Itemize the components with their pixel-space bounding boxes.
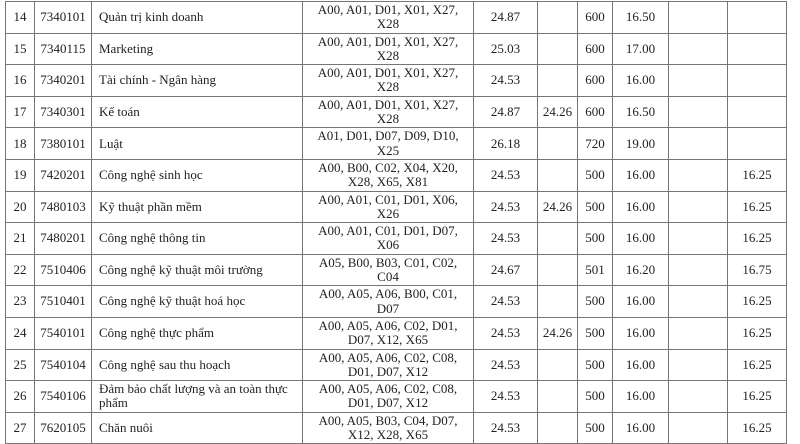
score-secondary-cell: 24.26 [538, 96, 578, 128]
quota-cell: 500 [578, 223, 613, 255]
score-main-cell: 24.87 [474, 96, 538, 128]
subject-combos-cell: A05, B00, B03, C01, C02, C04 [303, 254, 474, 286]
table-row [6, 412, 787, 444]
major-code-cell: 7340201 [35, 65, 92, 97]
subject-combos-cell: A00, A01, D01, X01, X27, X28 [303, 65, 474, 97]
row-number-cell: 14 [6, 2, 35, 34]
quota-cell: 500 [578, 349, 613, 381]
table-row [6, 2, 787, 34]
score-floor-cell: 16.20 [613, 254, 669, 286]
major-code-cell: 7420201 [35, 159, 92, 191]
score-main-cell: 24.53 [474, 286, 538, 318]
score-secondary-cell: 24.26 [538, 317, 578, 349]
score-extra-cell [728, 65, 787, 97]
score-extra-cell: 16.25 [728, 223, 787, 255]
score-floor-cell: 16.00 [613, 317, 669, 349]
score-main-cell: 26.18 [474, 128, 538, 160]
score-secondary-cell [538, 412, 578, 444]
admission-scores-table [5, 1, 787, 444]
score-floor-cell: 17.00 [613, 33, 669, 65]
subject-combos-cell: A00, A01, C01, D01, D07, X06 [303, 223, 474, 255]
score-floor-cell: 16.50 [613, 96, 669, 128]
score-main-cell: 24.53 [474, 223, 538, 255]
major-name-cell: Chăn nuôi [92, 412, 303, 444]
admission-scores-table-wrap [5, 1, 787, 444]
subject-combos-cell: A00, A01, C01, D01, X06, X26 [303, 191, 474, 223]
major-code-cell: 7340101 [35, 2, 92, 34]
score-secondary-cell [538, 381, 578, 413]
blank-cell [669, 381, 728, 413]
quota-cell: 600 [578, 65, 613, 97]
score-secondary-cell [538, 349, 578, 381]
major-name-cell: Công nghệ kỹ thuật hoá học [92, 286, 303, 318]
quota-cell: 500 [578, 317, 613, 349]
blank-cell [669, 33, 728, 65]
table-row [6, 65, 787, 97]
score-main-cell: 24.53 [474, 412, 538, 444]
row-number-cell: 22 [6, 254, 35, 286]
major-name-cell: Kỹ thuật phần mềm [92, 191, 303, 223]
score-extra-cell [728, 33, 787, 65]
score-secondary-cell [538, 2, 578, 34]
row-number-cell: 15 [6, 33, 35, 65]
row-number-cell: 26 [6, 381, 35, 413]
subject-combos-cell: A00, A05, A06, C02, C08, D01, D07, X12 [303, 381, 474, 413]
major-name-cell: Luật [92, 128, 303, 160]
table-row [6, 317, 787, 349]
blank-cell [669, 159, 728, 191]
score-floor-cell: 16.00 [613, 412, 669, 444]
score-floor-cell: 16.00 [613, 223, 669, 255]
score-main-cell: 24.53 [474, 65, 538, 97]
score-secondary-cell [538, 33, 578, 65]
major-code-cell: 7540106 [35, 381, 92, 413]
score-floor-cell: 16.00 [613, 286, 669, 318]
subject-combos-cell: A00, A05, A06, B00, C01, D07 [303, 286, 474, 318]
row-number-cell: 18 [6, 128, 35, 160]
major-code-cell: 7480103 [35, 191, 92, 223]
major-code-cell: 7340115 [35, 33, 92, 65]
table-row [6, 381, 787, 413]
row-number-cell: 27 [6, 412, 35, 444]
score-extra-cell: 16.75 [728, 254, 787, 286]
score-secondary-cell [538, 223, 578, 255]
quota-cell: 500 [578, 286, 613, 318]
score-extra-cell: 16.25 [728, 381, 787, 413]
major-code-cell: 7340301 [35, 96, 92, 128]
quota-cell: 500 [578, 412, 613, 444]
major-name-cell: Công nghệ thông tin [92, 223, 303, 255]
blank-cell [669, 317, 728, 349]
major-name-cell: Marketing [92, 33, 303, 65]
major-name-cell: Công nghệ thực phẩm [92, 317, 303, 349]
blank-cell [669, 65, 728, 97]
blank-cell [669, 254, 728, 286]
score-extra-cell [728, 96, 787, 128]
major-code-cell: 7540101 [35, 317, 92, 349]
major-name-cell: Công nghệ kỹ thuật môi trường [92, 254, 303, 286]
table-row [6, 223, 787, 255]
score-extra-cell [728, 2, 787, 34]
major-code-cell: 7480201 [35, 223, 92, 255]
table-row [6, 159, 787, 191]
quota-cell: 720 [578, 128, 613, 160]
major-name-cell: Kế toán [92, 96, 303, 128]
score-floor-cell: 19.00 [613, 128, 669, 160]
row-number-cell: 25 [6, 349, 35, 381]
blank-cell [669, 349, 728, 381]
table-row [6, 254, 787, 286]
subject-combos-cell: A00, B00, C02, X04, X20, X28, X65, X81 [303, 159, 474, 191]
subject-combos-cell: A00, A01, D01, X01, X27, X28 [303, 96, 474, 128]
quota-cell: 600 [578, 96, 613, 128]
row-number-cell: 21 [6, 223, 35, 255]
score-secondary-cell: 24.26 [538, 191, 578, 223]
score-main-cell: 24.53 [474, 349, 538, 381]
quota-cell: 600 [578, 33, 613, 65]
subject-combos-cell: A01, D01, D07, D09, D10, X25 [303, 128, 474, 160]
score-secondary-cell [538, 65, 578, 97]
score-extra-cell: 16.25 [728, 349, 787, 381]
blank-cell [669, 128, 728, 160]
subject-combos-cell: A00, A01, D01, X01, X27, X28 [303, 33, 474, 65]
score-extra-cell: 16.25 [728, 317, 787, 349]
major-name-cell: Công nghệ sinh học [92, 159, 303, 191]
quota-cell: 500 [578, 381, 613, 413]
blank-cell [669, 223, 728, 255]
score-main-cell: 24.87 [474, 2, 538, 34]
table-row [6, 33, 787, 65]
score-secondary-cell [538, 286, 578, 318]
score-extra-cell: 16.25 [728, 412, 787, 444]
row-number-cell: 19 [6, 159, 35, 191]
score-floor-cell: 16.00 [613, 191, 669, 223]
score-floor-cell: 16.50 [613, 2, 669, 34]
major-code-cell: 7510401 [35, 286, 92, 318]
blank-cell [669, 96, 728, 128]
table-row [6, 96, 787, 128]
major-code-cell: 7540104 [35, 349, 92, 381]
table-row [6, 349, 787, 381]
score-extra-cell: 16.25 [728, 159, 787, 191]
major-code-cell: 7380101 [35, 128, 92, 160]
subject-combos-cell: A00, A05, A06, C02, D01, D07, X12, X65 [303, 317, 474, 349]
blank-cell [669, 2, 728, 34]
row-number-cell: 16 [6, 65, 35, 97]
score-main-cell: 24.53 [474, 159, 538, 191]
score-floor-cell: 16.00 [613, 65, 669, 97]
score-main-cell: 24.67 [474, 254, 538, 286]
score-main-cell: 24.53 [474, 381, 538, 413]
score-secondary-cell [538, 159, 578, 191]
score-main-cell: 24.53 [474, 191, 538, 223]
major-name-cell: Công nghệ sau thu hoạch [92, 349, 303, 381]
score-secondary-cell [538, 254, 578, 286]
score-extra-cell: 16.25 [728, 286, 787, 318]
table-row [6, 286, 787, 318]
blank-cell [669, 191, 728, 223]
row-number-cell: 24 [6, 317, 35, 349]
admission-scores-table-body [6, 2, 787, 444]
score-main-cell: 24.53 [474, 317, 538, 349]
table-row [6, 128, 787, 160]
blank-cell [669, 286, 728, 318]
score-floor-cell: 16.00 [613, 349, 669, 381]
subject-combos-cell: A00, A05, B03, C04, D07, X12, X28, X65 [303, 412, 474, 444]
table-row [6, 191, 787, 223]
major-name-cell: Tài chính - Ngân hàng [92, 65, 303, 97]
major-code-cell: 7510406 [35, 254, 92, 286]
major-code-cell: 7620105 [35, 412, 92, 444]
score-extra-cell [728, 128, 787, 160]
quota-cell: 500 [578, 191, 613, 223]
score-main-cell: 25.03 [474, 33, 538, 65]
quota-cell: 501 [578, 254, 613, 286]
score-secondary-cell [538, 128, 578, 160]
major-name-cell: Đảm bảo chất lượng và an toàn thực phẩm [92, 381, 303, 413]
row-number-cell: 20 [6, 191, 35, 223]
quota-cell: 500 [578, 159, 613, 191]
quota-cell: 600 [578, 2, 613, 34]
score-floor-cell: 16.00 [613, 159, 669, 191]
blank-cell [669, 412, 728, 444]
subject-combos-cell: A00, A01, D01, X01, X27, X28 [303, 2, 474, 34]
score-floor-cell: 16.00 [613, 381, 669, 413]
row-number-cell: 23 [6, 286, 35, 318]
row-number-cell: 17 [6, 96, 35, 128]
subject-combos-cell: A00, A05, A06, C02, C08, D01, D07, X12 [303, 349, 474, 381]
score-extra-cell: 16.25 [728, 191, 787, 223]
major-name-cell: Quản trị kinh doanh [92, 2, 303, 34]
